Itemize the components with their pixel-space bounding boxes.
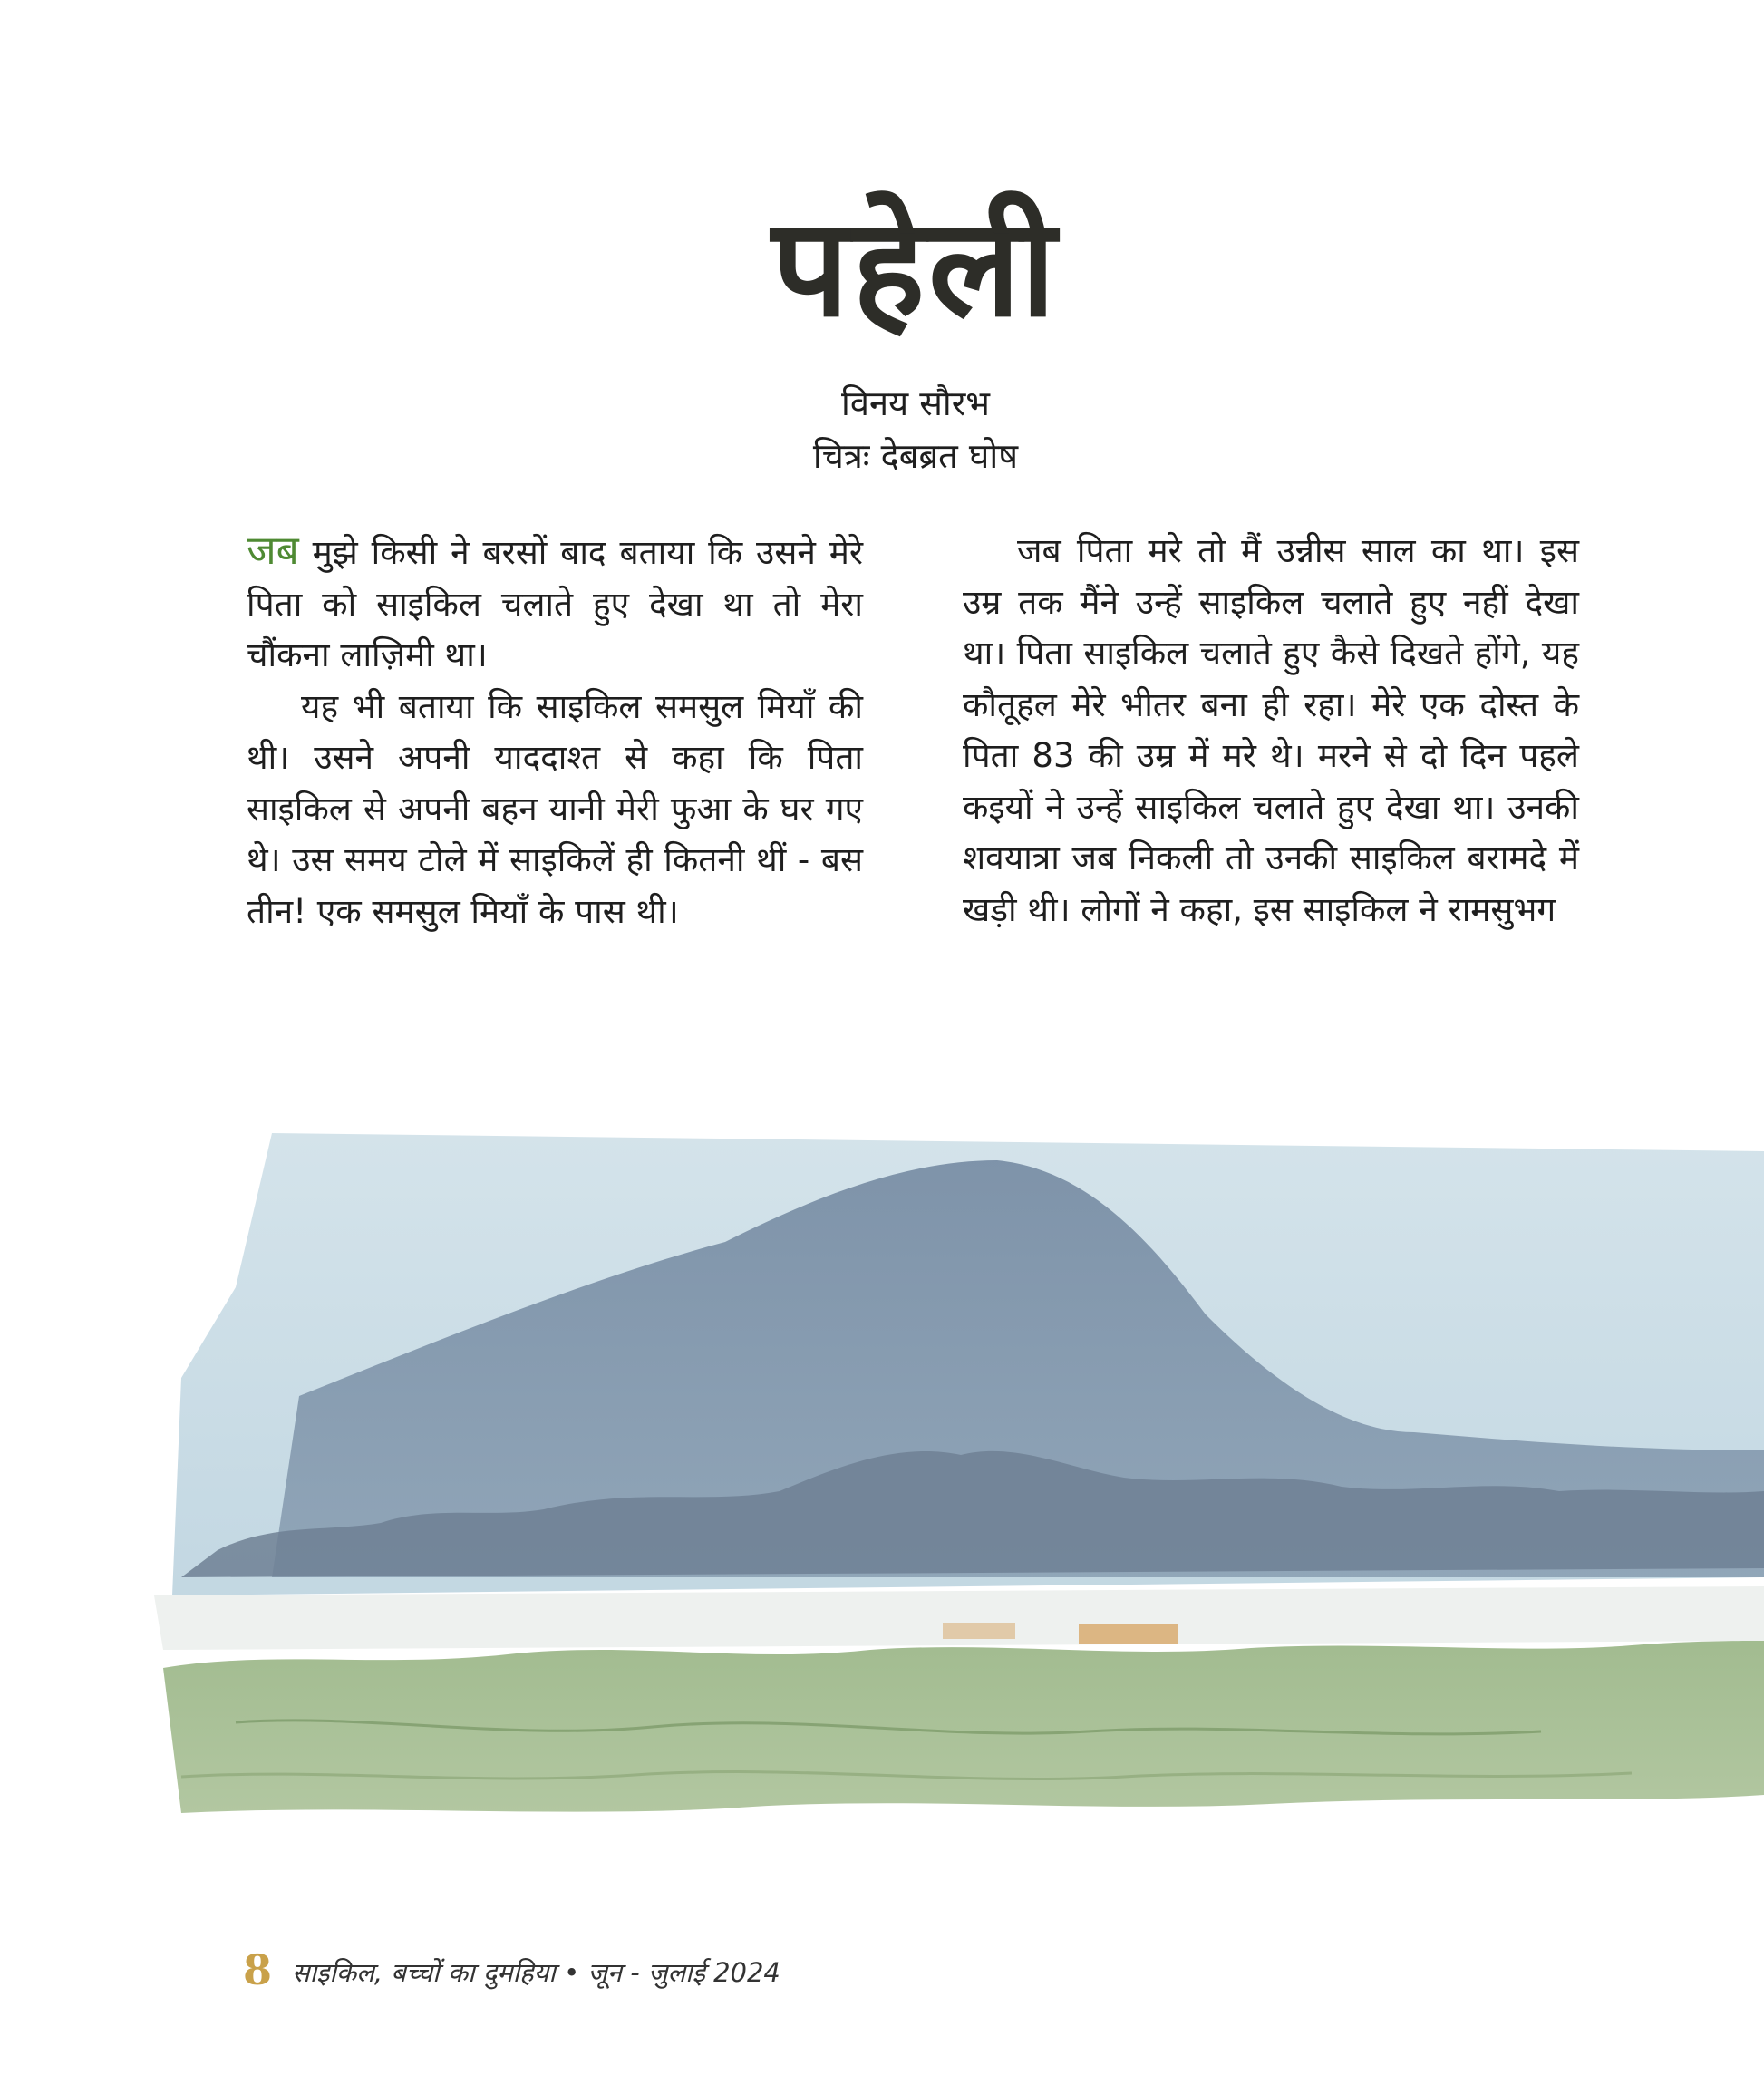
water-band <box>154 1586 1764 1650</box>
drop-word: जब <box>247 528 299 574</box>
right-column <box>963 526 1579 936</box>
footer-publication-info: साइकिल, बच्चों का दुमहिया • जून - जुलाई 2024 <box>292 1957 780 1988</box>
paragraph: यह भी बताया कि साइकिल समसुल मियाँ की थी। उसने अपनी याददाश्त से कहा कि पिता साइकिल से अपनी बहन यानी मेरी फुआ के घर गए थे। उस समय टोले में साइकिलें ही कितनी थीं - बस तीन! एक समसुल मियाँ के पास थी। <box>247 686 863 931</box>
page-title: पहेली <box>771 188 1060 347</box>
watercolor-landscape-illustration <box>0 1015 1764 1867</box>
page-number: 8 <box>243 1945 273 1994</box>
paragraph <box>247 526 863 682</box>
illustrator-credit: चित्रः देबब्रत घोष <box>812 436 1019 476</box>
author-name: विनय सौरभ <box>841 383 990 423</box>
grass-field <box>163 1641 1764 1813</box>
paragraph-text: मुझे किसी ने बरसों बाद बताया कि उसने मेरे पिता को साइकिल चलाते हुए देखा था तो मेरा चौंकना लाज़िमी था। <box>247 533 863 674</box>
left-column <box>247 526 863 937</box>
paragraph: जब पिता मरे तो मैं उन्नीस साल का था। इस उम्र तक मैंने उन्हें साइकिल चलाते हुए नहीं देखा था। पिता साइकिल चलाते हुए कैसे दिखते होंगे, यह कौतूहल मेरे भीतर बना ही रहा। मेरे एक दोस्त के पिता 83 की उम्र में मरे थे। मरने से दो दिन पहले कइयों ने उन्हें साइकिल चलाते हुए देखा था। उनकी शवयात्रा जब निकली तो उनकी साइकिल बरामदे में खड़ी थी। लोगों ने कहा, इस साइकिल ने रामसुभग <box>963 531 1579 929</box>
page-footer <box>243 1947 780 1993</box>
